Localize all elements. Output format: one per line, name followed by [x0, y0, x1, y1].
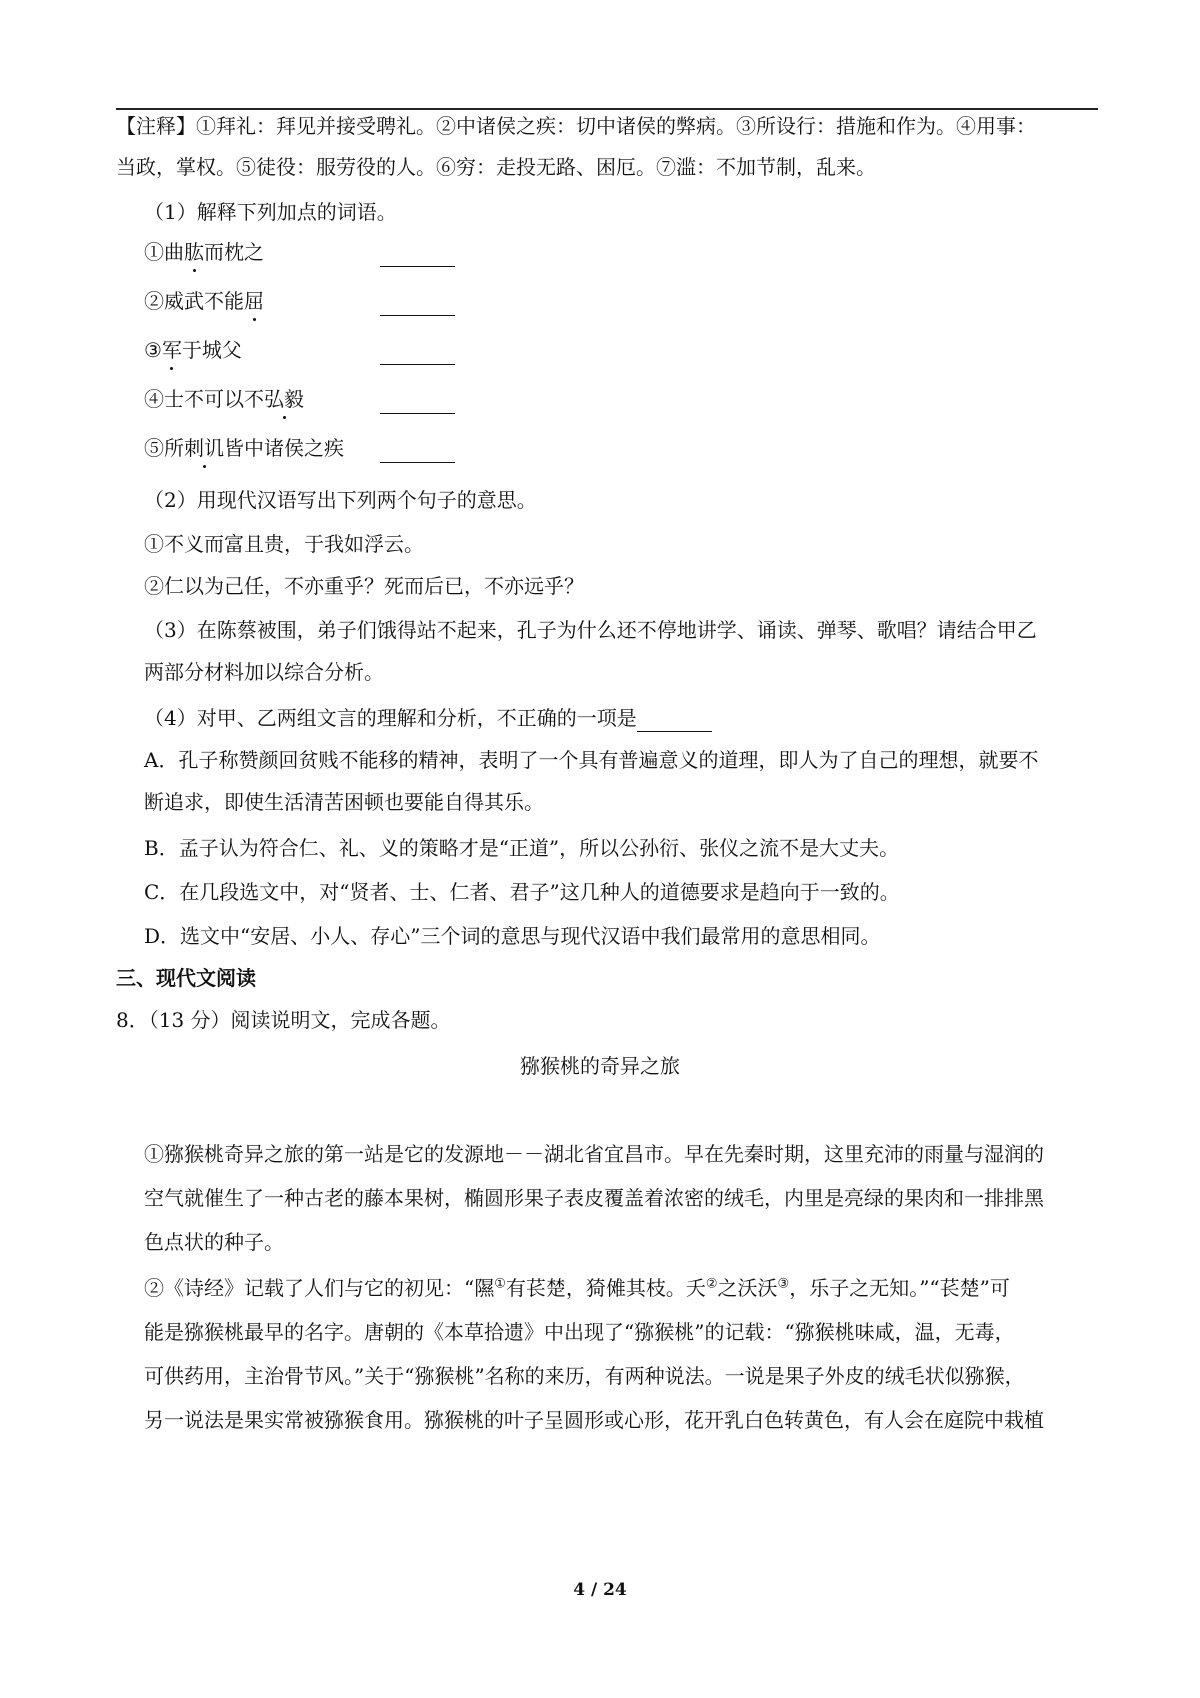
- q1-item-1: ①曲肱而枕之: [144, 240, 264, 264]
- footnote-ref: ②: [705, 1276, 718, 1292]
- answer-blank-4[interactable]: [380, 413, 455, 414]
- answer-blank-2[interactable]: [380, 315, 455, 316]
- footnote-ref: ③: [777, 1276, 790, 1292]
- notes-line-1: 【注释】①拜礼：拜见并接受聘礼。②中诸侯之疾：切中诸侯的弊病。③所设行：措施和作为。④用事：: [116, 114, 1036, 138]
- para1-line-1: ①猕猴桃奇异之旅的第一站是它的发源地－－湖北省宜昌市。早在先秦时期，这里充沛的雨量与湿润的: [144, 1142, 1044, 1166]
- q4-prompt: （4）对甲、乙两组文言的理解和分析，不正确的一项是: [144, 704, 712, 732]
- question-8: 8．（13 分）阅读说明文，完成各题。: [116, 1008, 451, 1032]
- answer-blank-3[interactable]: [380, 364, 455, 365]
- page-number: 4 / 24: [573, 1580, 627, 1600]
- para2-line-4: 另一说法是果实常被猕猴食用。猕猴桃的叶子呈圆形或心形，花开乳白色转黄色，有人会在庭院中栽植: [144, 1408, 1044, 1432]
- q1-item-3: ③军于城父: [144, 338, 242, 362]
- q4-option-c: C．在几段选文中，对“贤者、士、仁者、君子”这几种人的道德要求是趋向于一致的。: [144, 880, 900, 904]
- q1-item-4: ④士不可以不弘毅: [144, 387, 304, 411]
- para2-line-3: 可供药用，主治骨节风。”关于“猕猴桃”名称的来历，有两种说法。一说是果子外皮的绒毛状似猕猴，: [144, 1364, 1025, 1388]
- dotted-word: 弘毅: [264, 387, 304, 411]
- article-title: 猕猴桃的奇异之旅: [520, 1054, 680, 1078]
- header-rule: [116, 108, 1098, 110]
- q2-prompt: （2）用现代汉语写出下列两个句子的意思。: [144, 488, 537, 512]
- answer-blank-q4[interactable]: [637, 711, 712, 732]
- q4-option-d: D．选文中“安居、小人、存心”三个词的意思与现代汉语中我们最常用的意思相同。: [144, 924, 881, 948]
- q2-sentence-1: ①不义而富且贵，于我如浮云。: [144, 532, 424, 556]
- answer-blank-5[interactable]: [380, 462, 455, 463]
- q1-item-2: ②威武不能屈: [144, 289, 264, 313]
- q4-option-a-line-1: A．孔子称赞颜回贫贱不能移的精神，表明了一个具有普遍意义的道理，即人为了自己的理想，就要不: [144, 748, 1039, 772]
- dotted-word: 屈: [244, 289, 264, 313]
- q1-prompt: （1）解释下列加点的词语。: [144, 200, 397, 224]
- para1-line-2: 空气就催生了一种古老的藤本果树，椭圆形果子表皮覆盖着浓密的绒毛，内里是亮绿的果肉和一排排黑: [144, 1186, 1044, 1210]
- q3-line-2: 两部分材料加以综合分析。: [144, 660, 384, 684]
- q4-option-b: B．孟子认为符合仁、礼、义的策略才是“正道”，所以公孙衍、张仪之流不是大丈夫。: [144, 836, 900, 860]
- section-heading: 三、现代文阅读: [116, 966, 256, 990]
- dotted-word: 刺讥: [184, 436, 224, 460]
- q4-option-a-line-2: 断追求，即使生活清苦困顿也要能自得其乐。: [144, 790, 544, 814]
- answer-blank-1[interactable]: [380, 266, 455, 267]
- dotted-word: 军: [161, 338, 182, 362]
- dotted-word: 肱: [184, 240, 204, 264]
- q1-item-5: ⑤所刺讥皆中诸侯之疾: [144, 436, 344, 460]
- para2-line-2: 能是猕猴桃最早的名字。唐朝的《本草拾遗》中出现了“猕猴桃”的记载：“猕猴桃味咸，温，无毒，: [144, 1320, 1015, 1344]
- para1-line-3: 色点状的种子。: [144, 1230, 284, 1254]
- para2-line-1: ②《诗经》记载了人们与它的初见：“隰①有苌楚，猗傩其枝。夭②之沃沃③，乐子之无知。”“苌楚”可: [144, 1276, 1010, 1300]
- footnote-ref: ①: [494, 1276, 506, 1292]
- q2-sentence-2: ②仁以为己任，不亦重乎？死而后已，不亦远乎？: [144, 574, 584, 598]
- q3-line-1: （3）在陈蔡被围，弟子们饿得站不起来，孔子为什么还不停地讲学、诵读、弹琴、歌唱？请结合甲乙: [144, 618, 1037, 642]
- notes-line-2: 当政，掌权。⑤徒役：服劳役的人。⑥穷：走投无路、困厄。⑦滥：不加节制，乱来。: [116, 155, 876, 179]
